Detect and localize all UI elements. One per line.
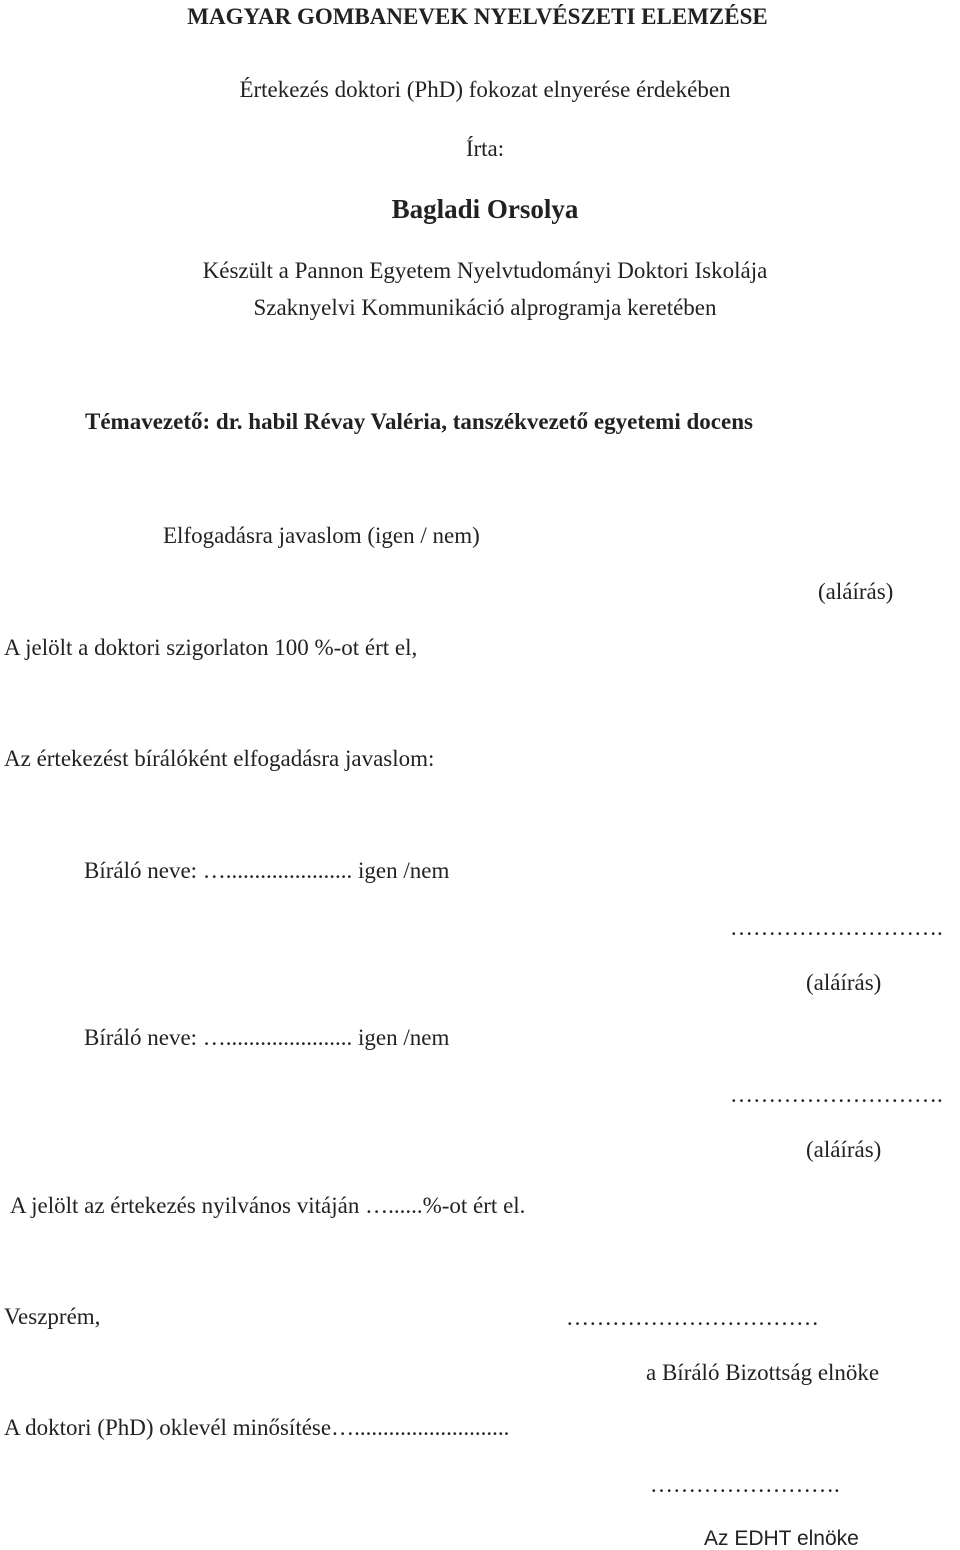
author-name: Bagladi Orsolya bbox=[391, 194, 579, 224]
reviewer-2-line: Bíráló neve: …...................... igen /nem bbox=[84, 1025, 450, 1050]
subtitle: Értekezés doktori (PhD) fokozat elnyerése érdekében bbox=[239, 77, 731, 102]
signature-label: (aláírás) bbox=[818, 579, 894, 604]
chair-signature-dots: …………………………… bbox=[566, 1305, 819, 1330]
edht-signature-dots: ……………………. bbox=[650, 1472, 840, 1497]
reviewers-intro: Az értekezést bírálóként elfogadásra javaslom: bbox=[4, 746, 435, 771]
diploma-grade: A doktori (PhD) oklevél minősítése…........................... bbox=[4, 1415, 510, 1440]
reviewer-1-line: Bíráló neve: …...................... igen /nem bbox=[84, 858, 450, 883]
reviewer-2-signature-dots: ………………………. bbox=[730, 1082, 943, 1107]
edht-chair-title: Az EDHT elnöke bbox=[704, 1527, 859, 1550]
chair-title: a Bíráló Bizottság elnöke bbox=[646, 1360, 880, 1385]
reviewer-2-signature-label: (aláírás) bbox=[806, 1137, 882, 1162]
written-by-label: Írta: bbox=[465, 136, 505, 161]
recommendation-line: Elfogadásra javaslom (igen / nem) bbox=[163, 523, 480, 548]
reviewer-1-signature-label: (aláírás) bbox=[806, 970, 882, 995]
supervisor: Témavezető: dr. habil Révay Valéria, tanszékvezető egyetemi docens bbox=[85, 409, 753, 434]
prepared-line-2: Szaknyelvi Kommunikáció alprogramja keretében bbox=[253, 295, 717, 320]
exam-result: A jelölt a doktori szigorlaton 100 %-ot ért el, bbox=[4, 635, 418, 660]
defense-result: A jelölt az értekezés nyilvános vitáján …......%-ot ért el. bbox=[10, 1193, 526, 1218]
place: Veszprém, bbox=[4, 1304, 101, 1329]
document-title: MAGYAR GOMBANEVEK NYELVÉSZETI ELEMZÉSE bbox=[187, 4, 768, 29]
prepared-line-1: Készült a Pannon Egyetem Nyelvtudományi Doktori Iskolája bbox=[202, 258, 768, 283]
reviewer-1-signature-dots: ………………………. bbox=[730, 915, 943, 940]
